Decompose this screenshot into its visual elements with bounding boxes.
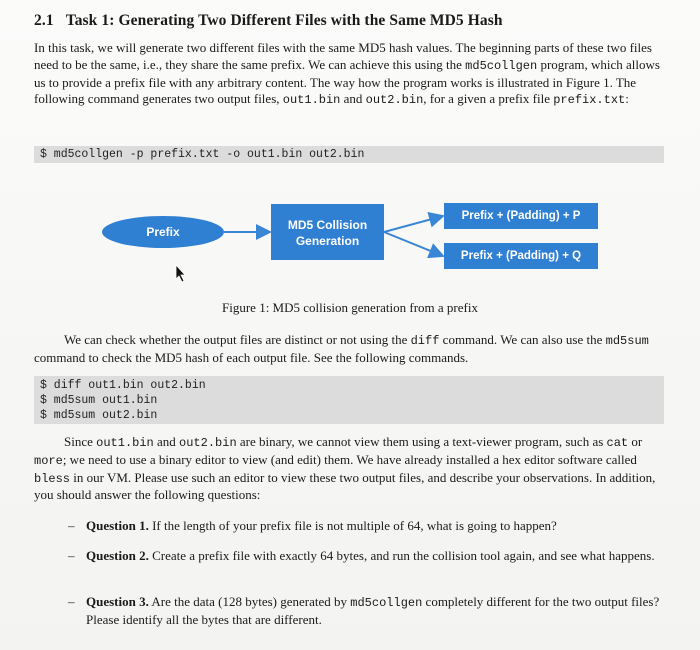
question-item: [68, 548, 664, 565]
binary-text-1: Since: [64, 434, 97, 449]
intro-text-5: :: [625, 91, 629, 107]
check-code-diff: diff: [410, 334, 440, 348]
question-item: [68, 518, 664, 535]
intro-code-prefix: prefix.txt: [553, 93, 626, 108]
intro-code-out1: out1.bin: [282, 93, 341, 108]
question-label: Question 2.: [86, 548, 149, 563]
intro-code-out2: out2.bin: [365, 93, 424, 108]
binary-code-out1: out1.bin: [96, 436, 154, 450]
binary-code-out2: out2.bin: [179, 436, 237, 450]
section-number: 2.1: [34, 12, 54, 29]
intro-text-3: and: [340, 91, 366, 107]
question-dash: –: [68, 594, 75, 609]
binary-text-3: are binary, we cannot view them using a text-viewer program, such as: [236, 434, 607, 449]
collision-label-line-1: MD5 Collision: [287, 218, 368, 232]
binary-code-bless: bless: [34, 471, 71, 486]
output-q-node: Prefix + (Padding) + Q: [444, 243, 598, 269]
question-code-md5collgen: md5collgen: [350, 596, 423, 610]
intro-code-md5collgen: md5collgen: [465, 58, 538, 73]
check-text-3: command to check the MD5 hash of each output file. See the following commands.: [34, 349, 469, 365]
collision-label-line-2: Generation: [295, 234, 360, 248]
question-label: Question 1.: [86, 518, 149, 533]
output-p-node: Prefix + (Padding) + P: [444, 203, 598, 229]
check-code-md5sum: md5sum: [605, 334, 649, 348]
prefix-node: Prefix: [102, 216, 224, 248]
arrow-collision-to-q: [384, 232, 443, 256]
question-label: Question 3.: [86, 594, 149, 609]
command-line: $ diff out1.bin out2.bin: [40, 379, 206, 392]
section-heading: [34, 12, 503, 30]
md5-collision-node: [271, 204, 384, 260]
intro-text-1: In this task, we will generate two different files with the same MD5 hash values. The beginning parts of these two files need to be the same, i.e., they share the same prefix. We can achieve this using the: [34, 40, 652, 72]
question-item: [68, 594, 664, 629]
intro-paragraph: [34, 40, 670, 109]
question-text: completely different for the two output files? Please identify all the bytes that are different.: [86, 594, 660, 627]
figure-1-diagram: [0, 190, 700, 290]
command-block-1: $ md5collgen -p prefix.txt -o out1.bin out2.bin: [34, 146, 664, 163]
binary-text-5: ; we need to use a binary editor to view (and edit) them. We have already installed a hex editor software called: [62, 451, 637, 467]
check-text-2: command. We can also use the: [439, 332, 606, 347]
binary-text-6: in our VM. Please use such an editor to view these two output files, and describe your observations. In addition, you should answer the following questions:: [34, 469, 656, 503]
question-text: Create a prefix file with exactly 64 bytes, and run the collision tool again, and see what happens.: [148, 548, 655, 563]
command-line: $ md5sum out1.bin: [40, 394, 158, 407]
command-line: $ md5sum out2.bin: [40, 409, 158, 422]
question-text: Are the data (128 bytes) generated by: [148, 594, 351, 609]
command-block-2: [34, 376, 664, 424]
arrow-collision-to-p: [384, 216, 443, 232]
binary-text-4: or: [628, 434, 643, 449]
mouse-cursor-icon: [176, 265, 185, 282]
binary-paragraph: [34, 434, 670, 504]
section-title: Task 1: Generating Two Different Files with the Same MD5 Hash: [65, 12, 503, 29]
intro-text-2: program, which allows us to provide a prefix file with any arbitrary content. The way how the program works is illustrated in Figure 1. The following command generates two output files,: [34, 56, 660, 107]
binary-code-cat: cat: [606, 436, 629, 450]
figure-caption: Figure 1: MD5 collision generation from a prefix: [222, 300, 478, 315]
question-dash: –: [68, 518, 75, 533]
check-paragraph: [34, 332, 670, 367]
question-text: If the length of your prefix file is not multiple of 64, what is going to happen?: [148, 518, 557, 533]
binary-code-more: more: [34, 453, 63, 468]
check-text-1: We can check whether the output files are distinct or not using the: [64, 332, 411, 347]
intro-text-4: , for a given a prefix file: [423, 91, 554, 107]
question-dash: –: [68, 548, 75, 563]
binary-text-2: and: [153, 434, 180, 449]
